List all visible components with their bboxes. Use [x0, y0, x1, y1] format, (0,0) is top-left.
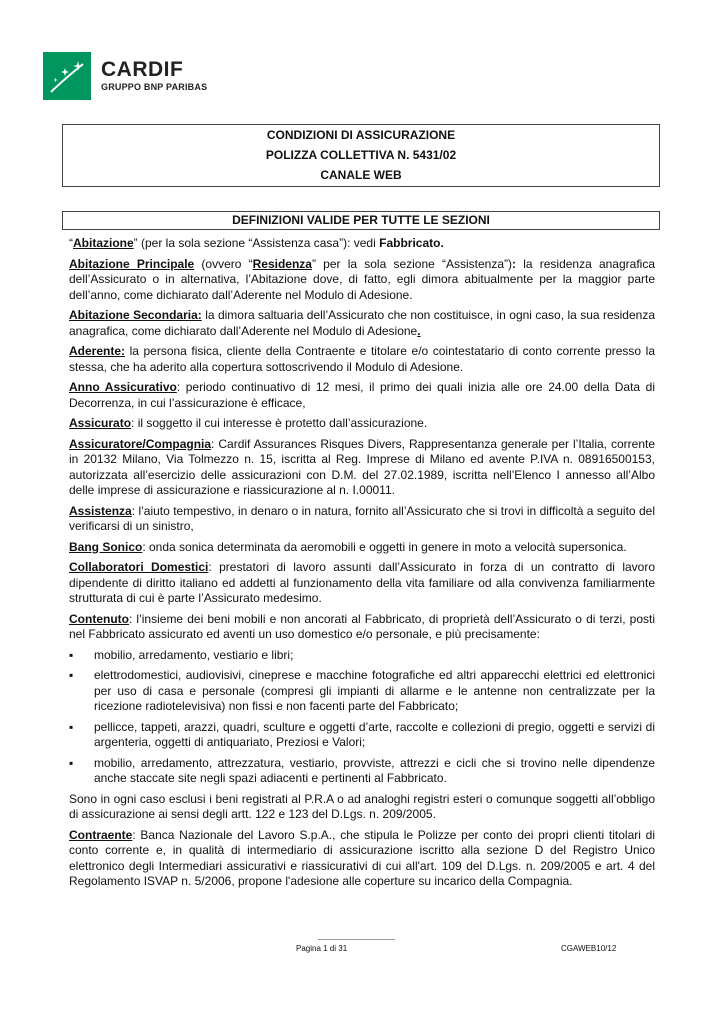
brand-name: CARDIF	[101, 58, 184, 81]
definition-bang-sonico: Bang Sonico: onda sonica determinata da aeromobili e oggetti in genere in moto a velocità supersonica.	[69, 539, 627, 554]
term: Abitazione Principale	[69, 256, 195, 271]
footer-divider	[318, 939, 395, 940]
list-item: ▪ mobilio, arredamento, attrezzatura, vestiario, provviste, attrezzi e cicli che si trovino nelle dipendenze anche staccate site negli spazi adiacenti e pertinenti al Fabbricato.	[69, 755, 655, 785]
definition-abitazione-secondaria: Abitazione Secondaria: la dimora saltuaria dell’Assicurato che non costituisce, in ogni caso, la sua residenza anagrafica, come dichiarato dall’Aderente nel Modulo di Adesione.	[69, 308, 655, 338]
definition-contenuto: Contenuto: l’insieme dei beni mobili e non ancorati al Fabbricato, di proprietà dell’Assicurato o di terzi, posti nel Fabbricato assicurato ed aventi un uso domestico e/o personale, e più precisamente:	[69, 611, 655, 641]
bullet-icon: ▪	[69, 755, 74, 770]
brand-subtitle: GRUPPO BNP PARIBAS	[101, 82, 208, 92]
term-reference: Fabbricato.	[379, 236, 444, 250]
definitions-list	[69, 236, 655, 895]
term: Assicurato	[69, 416, 132, 430]
term: Assistenza	[69, 503, 132, 518]
channel-label: CANALE WEB	[320, 168, 402, 182]
bullet-icon: ▪	[69, 647, 74, 662]
definition-assistenza: Assistenza: l’aiuto tempestivo, in denaro o in natura, fornito all’Assicurato che si trovi in difficoltà a seguito del verificarsi di un sinistro,	[69, 503, 655, 533]
bnp-stars-icon	[43, 52, 91, 100]
list-item: ▪ elettrodomestici, audiovisivi, cineprese e macchine fotografiche ed altri apparecchi elettrici ed elettronici per uso di casa e personale (compresi gli impianti di allarme e le antenne non centralizzate per la ricezione radiotelevisiva) non fissi e non facenti parte del Fabbricato;	[69, 668, 655, 713]
document-code: CGAWEB10/12	[561, 944, 617, 953]
definition-abitazione-principale: Abitazione Principale (ovvero “Residenza” per la sola sezione “Assistenza”): la residenza anagrafica dell’Assicurato o in alternativa, l’Abitazione dove, di fatto, egli dimora abitualmente per la maggior parte dell’anno, come dichiarato dall’Aderente nel Modulo di Adesione.	[69, 256, 655, 302]
term: Collaboratori Domestici	[69, 560, 209, 574]
definition-contraente: Contraente: Banca Nazionale del Lavoro S.p.A., che stipula le Polizze per conto dei propri clienti titolari di conto corrente e, in qualità di intermediario di assicurazione iscritto alla sezione D del Registro Unico elettronico degli Intermediari assicurativi e riassicurativi di cui all'art. 109 del D.Lgs. n. 209/2005 e art. 4 del Regolamento ISVAP n. 5/2006, propone l'adesione alle coperture su incarico della Compagnia.	[69, 827, 655, 888]
term: Abitazione	[73, 236, 134, 250]
bullet-icon: ▪	[69, 719, 74, 734]
term: Bang Sonico	[69, 539, 143, 554]
list-item: ▪ mobilio, arredamento, vestiario e libri;	[69, 647, 294, 662]
definition-assicurato: Assicurato: il soggetto il cui interesse è protetto dall’assicurazione.	[69, 416, 428, 430]
section-title: DEFINIZIONI VALIDE PER TUTTE LE SEZIONI	[62, 211, 660, 230]
bullet-icon: ▪	[69, 668, 74, 682]
list-item: ▪ pellicce, tappeti, arazzi, quadri, sculture e oggetti d’arte, raccolte e collezioni di pregio, oggetti e servizi di argenteria, oggetti di antiquariato, Preziosi e Valori;	[69, 719, 655, 749]
term: Aderente:	[69, 344, 126, 358]
term: Anno Assicurativo	[69, 380, 177, 394]
term: Abitazione Secondaria:	[69, 308, 202, 322]
definition-assicuratore: Assicuratore/Compagnia: Cardif Assurances Risques Divers, Rappresentanza generale per l’Italia, corrente in 20132 Milano, Via Tolmezzo n. 15, iscritta al Reg. Imprese di Milano ed avente P.IVA n. 08916500153, autorizzata all’esercizio delle assicurazioni con D.M. del 27.02.1989, iscritta nell’Elenco I annesso all’Albo delle imprese di assicurazione e riassicurazione al n. I.00011.	[69, 436, 655, 497]
definition-abitazione: “Abitazione” (per la sola sezione “Assistenza casa”): vedi Fabbricato.	[69, 236, 444, 250]
term: Assicuratore/Compagnia	[69, 436, 212, 451]
definition-collaboratori-domestici: Collaboratori Domestici: prestatori di lavoro assunti dall’Assicurato in forza di un contratto di lavoro dipendente di diritto italiano ed addetti al funzionamento della vita familiare od alla convivenza familiarmente strutturata di cui è parte l’Assicurato medesimo.	[69, 560, 656, 605]
page-number: Pagina 1 di 31	[296, 944, 348, 953]
term: Residenza	[252, 256, 312, 271]
cardif-logo	[43, 52, 207, 100]
definition-aderente: Aderente: la persona fisica, cliente della Contraente e titolare e/o cointestatario di conto corrente presso la stessa, che ha aderito alla copertura sottoscrivendo il Modulo di Adesione.	[69, 344, 655, 374]
definition-anno-assicurativo: Anno Assicurativo: periodo continuativo di 12 mesi, il primo dei quali inizia alle ore 24.00 della Data di Decorrenza, in cui l’assicurazione è efficace,	[69, 380, 655, 410]
document-title: CONDIZIONI DI ASSICURAZIONE	[266, 128, 456, 142]
policy-number: POLIZZA COLLETTIVA N. 5431/02	[265, 148, 457, 162]
document-title-box	[62, 124, 660, 187]
term: Contenuto	[69, 611, 129, 626]
term: Contraente	[69, 827, 133, 842]
exclusion-note: Sono in ogni caso esclusi i beni registrati al P.R.A o ad analoghi registri esteri o comunque soggetti all’obbligo di assicurazione ai sensi degli artt. 122 e 123 del D.Lgs. n. 209/2005.	[69, 791, 655, 821]
